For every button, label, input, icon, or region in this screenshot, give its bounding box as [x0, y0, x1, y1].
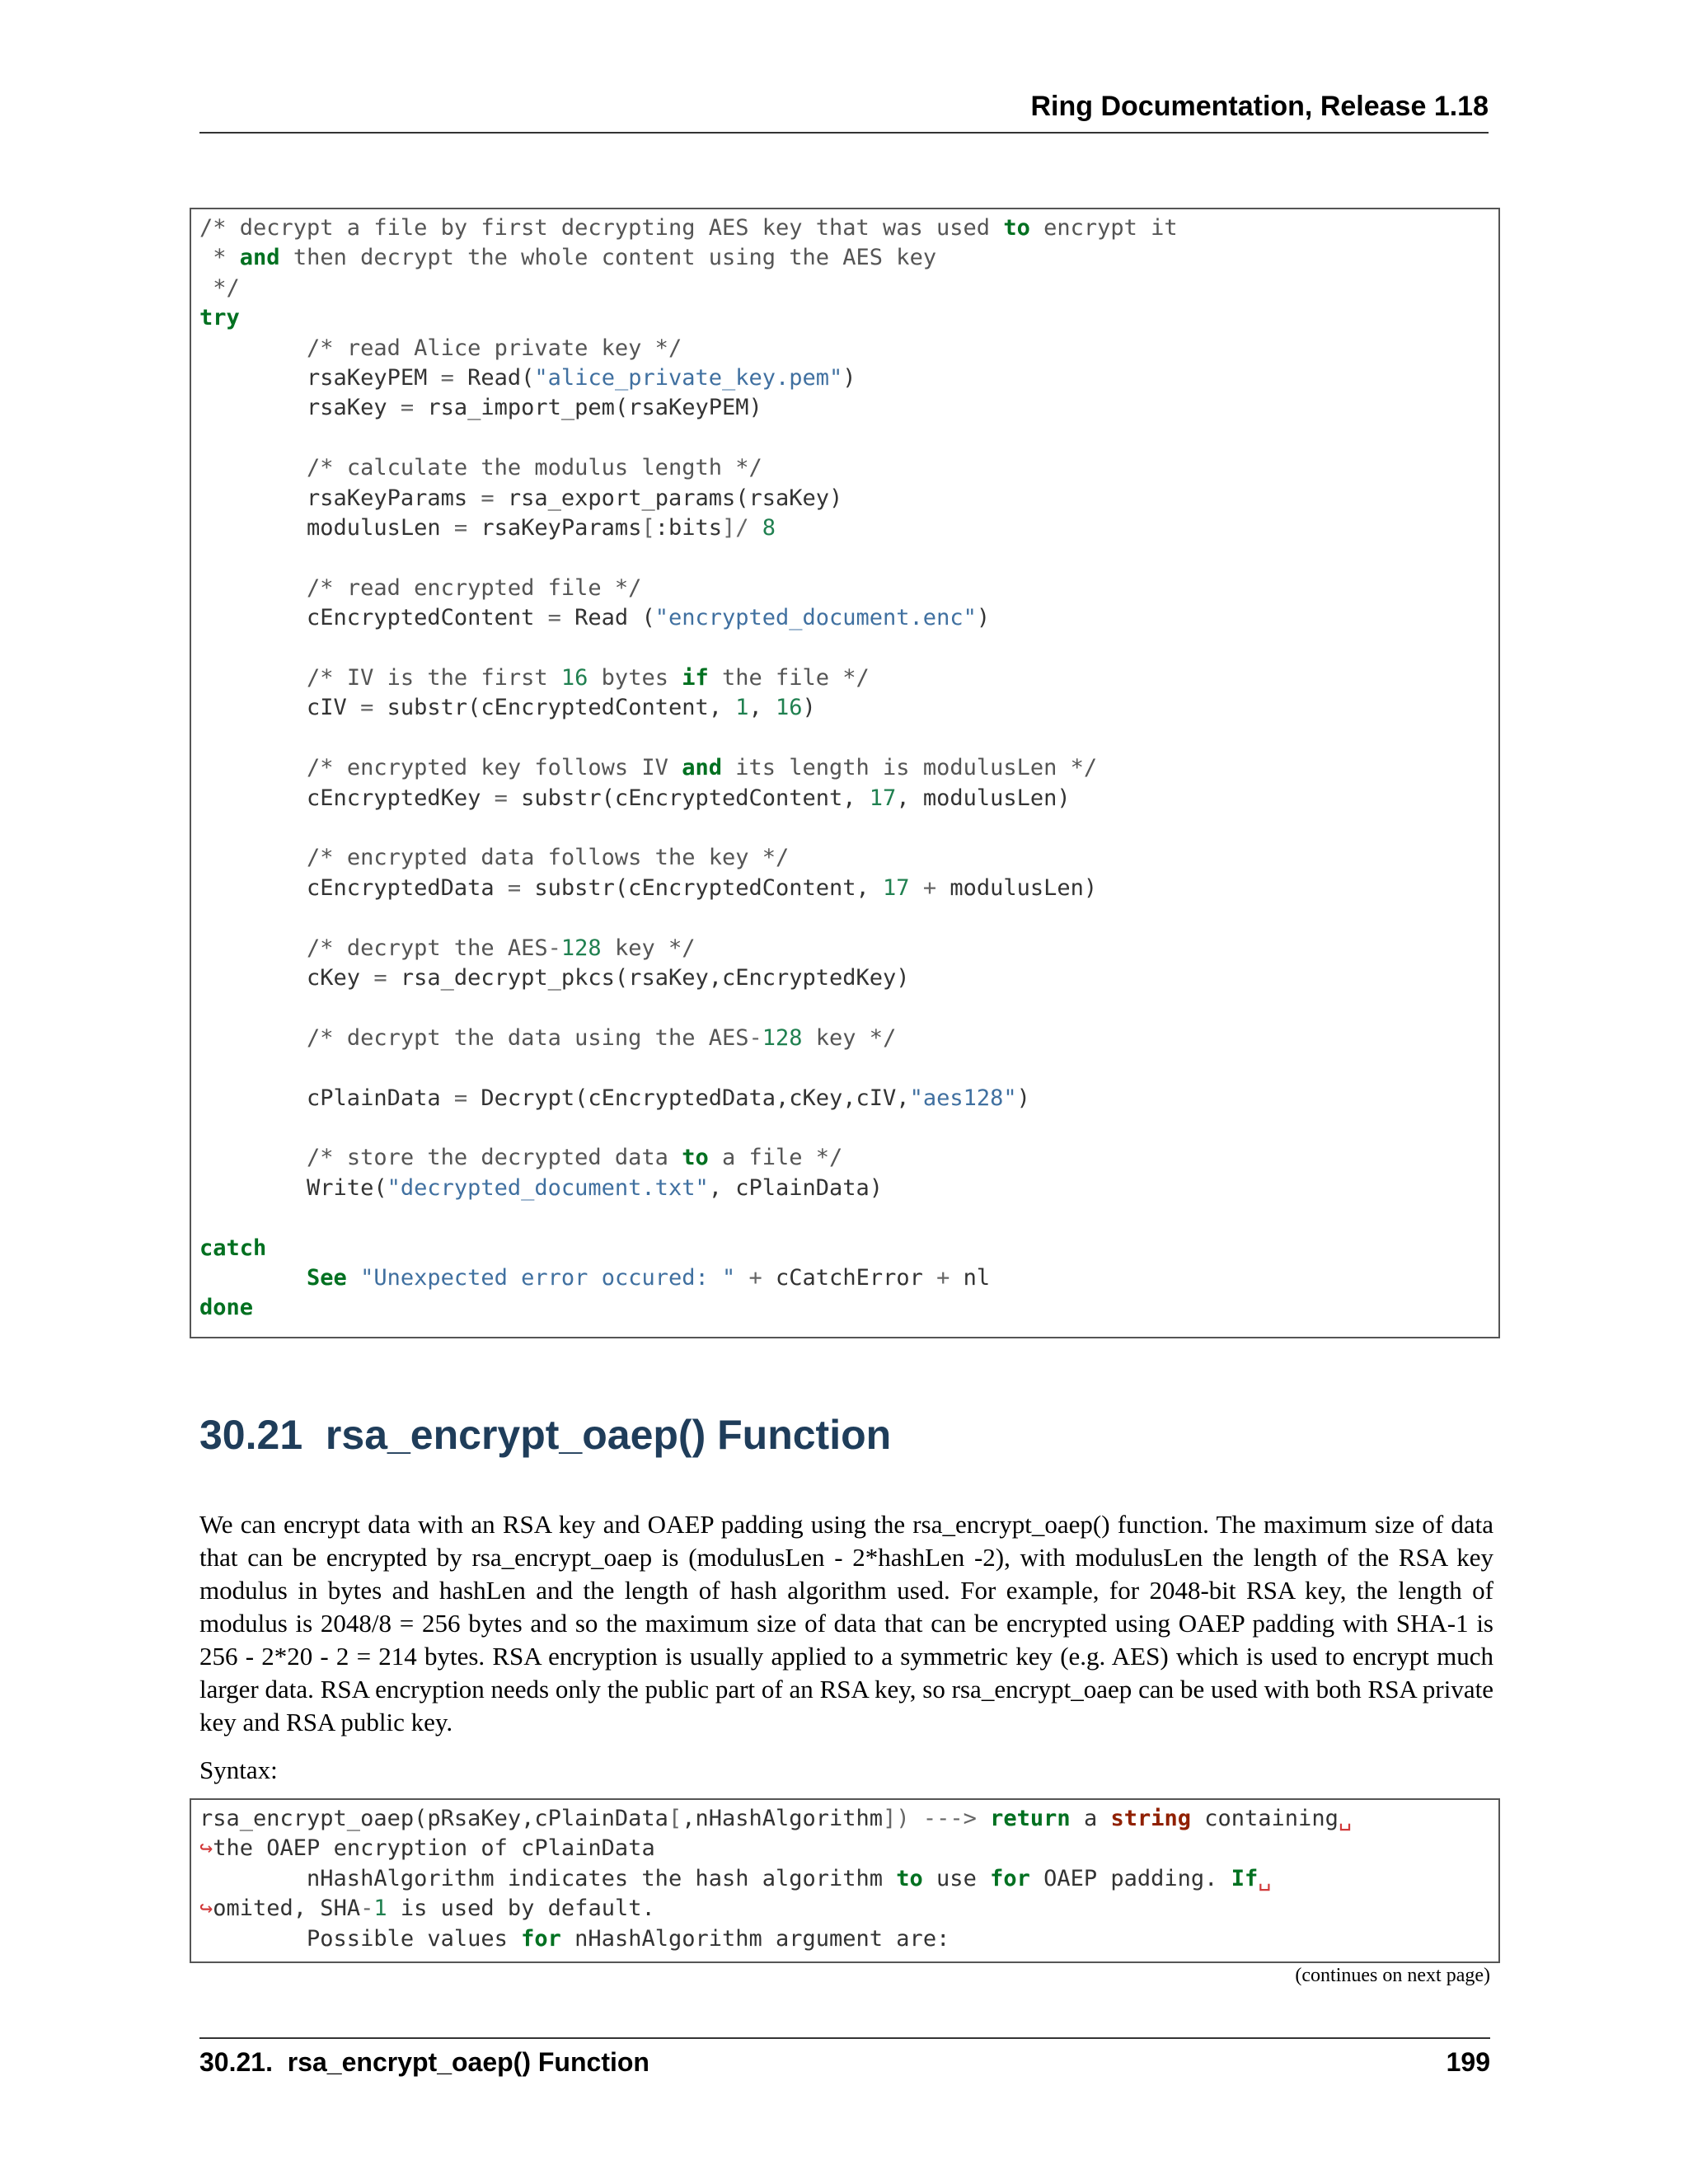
- code-token: rsaKeyParams: [467, 515, 642, 541]
- code-token: ]): [883, 1806, 910, 1831]
- code-token: ␣: [1338, 1806, 1353, 1831]
- code-token: a: [1070, 1806, 1111, 1831]
- code-token: /* read encrypted file */: [307, 574, 642, 601]
- code-token: /* decrypt the data using the AES: [307, 1024, 749, 1051]
- code-token: the OAEP encryption of cPlainData: [213, 1835, 655, 1862]
- code-token: rsa_decrypt_pkcs(rsaKey,cEncryptedKey): [387, 965, 910, 991]
- code-line: [199, 1173, 883, 1203]
- code-token: cEncryptedContent: [199, 605, 548, 631]
- code-token: =: [373, 965, 387, 991]
- code-token: rsaKeyPEM: [199, 365, 441, 391]
- code-line: [199, 752, 1097, 783]
- code-token: [735, 1265, 748, 1291]
- code-line: [199, 1924, 950, 1954]
- code-token: encrypt it: [1029, 215, 1178, 241]
- code-token: ␣: [1258, 1865, 1272, 1891]
- code-token: +: [936, 1265, 950, 1291]
- code-token: =: [440, 365, 454, 391]
- code-token: string: [1110, 1806, 1192, 1831]
- code-token: -: [547, 935, 561, 961]
- code-token: -: [748, 1024, 762, 1051]
- code-token: /* calculate the modulus length */: [307, 455, 762, 481]
- code-token: catch: [199, 1235, 267, 1261]
- code-token: rsa_import_pem(rsaKeyPEM): [414, 395, 762, 421]
- code-token: containing: [1191, 1806, 1339, 1831]
- code-token: for: [521, 1925, 561, 1952]
- code-token: 16: [776, 695, 803, 721]
- code-token: [199, 575, 307, 601]
- code-token: key */: [802, 1024, 897, 1051]
- code-token: 128: [560, 935, 602, 961]
- code-token: 17: [883, 874, 910, 901]
- code-token: and: [682, 755, 722, 781]
- code-line: [199, 213, 1178, 243]
- code-token: rsaKeyParams: [199, 485, 481, 511]
- code-token: [199, 935, 307, 961]
- code-token: a file */: [708, 1145, 843, 1171]
- code-token: ): [802, 695, 816, 721]
- code-token: modulusLen): [936, 874, 1098, 901]
- code-token: =: [400, 395, 415, 421]
- code-line: [199, 513, 776, 543]
- code-token: cCatchError: [762, 1265, 937, 1291]
- code-token: , cPlainData): [708, 1174, 884, 1201]
- code-token: If: [1231, 1865, 1259, 1891]
- code-token: [199, 455, 307, 480]
- code-token: =: [494, 785, 508, 811]
- code-line: [199, 242, 936, 273]
- code-token: =: [547, 605, 561, 631]
- code-line: [199, 452, 762, 483]
- code-line: [199, 302, 240, 333]
- code-token: cIV: [199, 695, 361, 721]
- code-token: is used by default.: [387, 1896, 655, 1922]
- code-line: [199, 663, 870, 693]
- section-heading: [199, 1411, 891, 1459]
- code-token: =: [481, 485, 495, 511]
- code-line: [199, 933, 696, 963]
- code-line: [199, 1083, 1030, 1113]
- code-token: cKey: [199, 965, 374, 991]
- code-token: [: [668, 1806, 682, 1831]
- code-line: [199, 1023, 896, 1053]
- code-token: ): [842, 365, 856, 391]
- code-token: rsaKey: [199, 395, 401, 421]
- code-token: /* decrypt the AES: [307, 935, 548, 961]
- code-token: [910, 1806, 923, 1831]
- code-line: [199, 363, 856, 393]
- code-token: [347, 1265, 360, 1291]
- code-line: [199, 963, 910, 993]
- code-token: :bits: [654, 515, 722, 541]
- code-token: rsa_export_params(rsaKey): [494, 485, 843, 511]
- code-token: /* IV is the first: [307, 665, 561, 691]
- code-line: [199, 1803, 1352, 1834]
- code-token: for: [990, 1865, 1030, 1891]
- code-token: try: [199, 305, 240, 331]
- code-token: =: [507, 874, 522, 901]
- code-token: 8: [762, 515, 776, 541]
- code-line: [199, 392, 762, 423]
- code-token: to: [896, 1865, 923, 1891]
- code-token: its length is modulusLen */: [721, 755, 1098, 781]
- code-token: ]/: [722, 515, 749, 541]
- continues-note: (continues on next page): [1295, 1965, 1490, 1986]
- code-token: substr(cEncryptedContent,: [521, 874, 884, 901]
- code-token: [199, 335, 307, 361]
- code-token: OAEP padding.: [1029, 1865, 1231, 1891]
- code-token: [199, 1265, 307, 1291]
- code-token: substr(cEncryptedContent,: [507, 785, 870, 811]
- code-token: =: [453, 1085, 468, 1111]
- footer-section-title: 30.21. rsa_encrypt_oaep() Function: [199, 2047, 649, 2077]
- code-token: +: [922, 874, 937, 901]
- code-token: done: [199, 1295, 254, 1321]
- section-paragraph: We can encrypt data with an RSA key and OAEP padding using the rsa_encrypt_oaep() function. The maximum size of data that can be encrypted by rsa_encrypt_oaep is (modulusLen - 2*hashLen -2), with modulusLen the length of the RSA key modulus in bytes and hashLen and the length of hash algorithm used. For example, for 2048-bit RSA key, the length of modulus is 2048/8 = 256 bytes and so the maximum size of data that can be encrypted using OAEP padding with SHA-1 is 256 - 2*20 - 2 = 214 bytes. RSA encryption is usually applied to a symmetric key (e.g. AES) which is used to encrypt much larger data. RSA encryption needs only the public part of an RSA key, so rsa_encrypt_oaep can be used with both RSA private key and RSA public key.: [199, 1510, 1493, 1736]
- code-token: to: [682, 1145, 709, 1171]
- code-token: substr(cEncryptedContent,: [373, 695, 736, 721]
- code-token: return: [990, 1806, 1071, 1831]
- code-token: [749, 515, 762, 541]
- code-block-syntax: [190, 1798, 1500, 1963]
- code-line: [199, 1263, 990, 1293]
- code-token: the file */: [708, 665, 870, 691]
- code-token: *: [199, 245, 240, 271]
- code-token: /* read Alice private key */: [307, 335, 682, 361]
- syntax-label: Syntax:: [199, 1755, 278, 1784]
- section-title: rsa_encrypt_oaep() Function: [325, 1412, 892, 1458]
- code-token: cEncryptedKey: [199, 785, 495, 811]
- code-token: -: [360, 1896, 374, 1922]
- code-token: "decrypted_document.txt": [387, 1174, 709, 1201]
- code-token: nHashAlgorithm argument are:: [560, 1925, 950, 1952]
- code-token: ,nHashAlgorithm: [682, 1806, 884, 1831]
- code-token: [199, 665, 307, 691]
- code-line: [199, 1893, 655, 1924]
- code-token: "alice_private_key.pem": [534, 365, 843, 391]
- code-token: to: [1003, 215, 1030, 241]
- code-token: use: [922, 1865, 991, 1891]
- code-block-decrypt: [190, 208, 1500, 1338]
- code-token: "Unexpected error occured: ": [360, 1265, 736, 1291]
- code-token: Read (: [560, 605, 655, 631]
- code-token: [: [641, 515, 655, 541]
- code-token: nHashAlgorithm indicates the hash algorithm: [199, 1865, 897, 1891]
- code-token: =: [360, 695, 374, 721]
- code-token: then decrypt the whole content using the AES key: [279, 245, 937, 271]
- code-line: [199, 333, 682, 363]
- code-token: rsa_encrypt_oaep(pRsaKey,cPlainData: [199, 1806, 668, 1831]
- code-token: "encrypted_document.enc": [654, 605, 977, 631]
- code-line: [199, 602, 990, 633]
- code-token: ↪: [199, 1896, 213, 1922]
- code-line: [199, 783, 1071, 813]
- code-token: */: [199, 274, 240, 301]
- code-token: bytes: [588, 665, 682, 691]
- code-token: 16: [560, 665, 588, 691]
- code-token: +: [748, 1265, 762, 1291]
- code-token: [977, 1806, 990, 1831]
- code-token: omited, SHA: [213, 1896, 361, 1922]
- code-token: cPlainData: [199, 1085, 454, 1111]
- code-token: ): [1016, 1085, 1030, 1111]
- code-token: "aes128": [909, 1085, 1017, 1111]
- code-token: Write(: [199, 1174, 387, 1201]
- code-token: and: [239, 245, 280, 271]
- code-line: [199, 873, 1097, 903]
- code-token: /* decrypt a file by first decrypting AES key that was used: [199, 215, 1004, 241]
- code-line: [199, 692, 816, 723]
- code-token: /* store the decrypted data: [307, 1145, 682, 1171]
- code-token: cEncryptedData: [199, 874, 508, 901]
- code-token: ↪: [199, 1835, 213, 1862]
- code-token: [910, 875, 923, 901]
- code-token: modulusLen: [199, 515, 454, 541]
- code-token: 1: [373, 1896, 387, 1922]
- code-token: --->: [922, 1806, 977, 1831]
- code-token: /* encrypted data follows the key */: [307, 845, 790, 871]
- code-token: 17: [869, 785, 897, 811]
- code-token: [199, 755, 307, 780]
- code-token: See: [307, 1265, 347, 1291]
- code-token: [199, 845, 307, 870]
- code-line: [199, 1863, 1271, 1894]
- code-token: if: [682, 665, 709, 691]
- code-line: [199, 1833, 655, 1863]
- code-token: =: [453, 515, 468, 541]
- code-token: /* encrypted key follows IV: [307, 755, 682, 781]
- code-line: [199, 573, 641, 603]
- code-line: [199, 1233, 266, 1263]
- code-line: [199, 1142, 842, 1173]
- section-number: 30.21: [199, 1412, 303, 1458]
- code-token: [199, 1025, 307, 1051]
- code-token: nl: [950, 1265, 991, 1291]
- code-token: Possible values: [199, 1925, 522, 1952]
- running-header: Ring Documentation, Release 1.18: [199, 91, 1489, 134]
- code-token: [199, 1145, 307, 1170]
- code-token: Read(: [453, 365, 535, 391]
- code-line: [199, 273, 240, 303]
- code-token: ): [976, 605, 991, 631]
- code-token: ,: [748, 695, 776, 721]
- code-token: , modulusLen): [896, 785, 1071, 811]
- code-token: 1: [735, 695, 749, 721]
- code-token: 128: [762, 1024, 803, 1051]
- code-line: [199, 1292, 253, 1323]
- footer-rule: [199, 2037, 1490, 2039]
- code-token: Decrypt(cEncryptedData,cKey,cIV,: [467, 1085, 910, 1111]
- code-line: [199, 842, 789, 873]
- footer-page-number: 199: [1446, 2047, 1490, 2077]
- code-line: [199, 483, 842, 513]
- code-token: key */: [601, 935, 696, 961]
